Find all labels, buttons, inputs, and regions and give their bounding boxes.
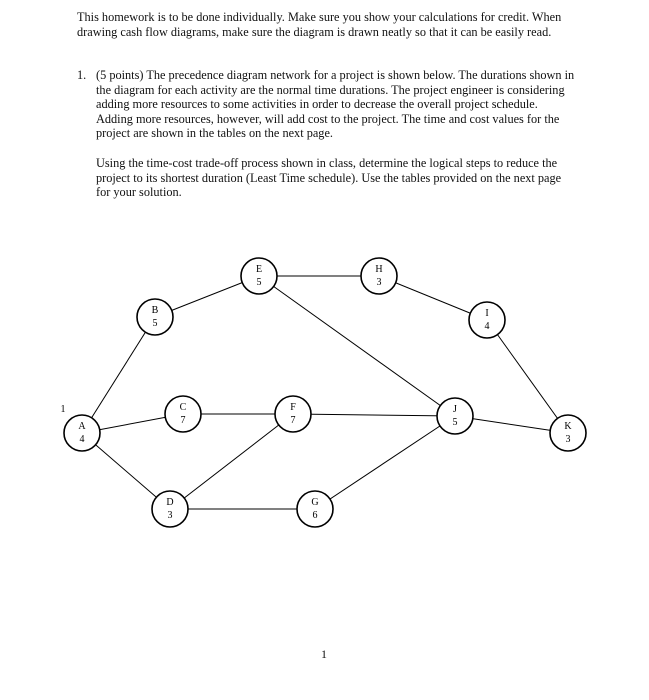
node-k-name: K (564, 421, 572, 432)
node-f (275, 396, 311, 432)
edge-i-k (484, 320, 568, 433)
start-marker: 1 (60, 404, 66, 415)
node-k-duration: 3 (565, 434, 571, 445)
node-a (64, 415, 100, 451)
node-i-name: I (485, 308, 489, 319)
node-j (437, 398, 473, 434)
node-d (152, 491, 188, 527)
edge-g-j (315, 416, 455, 509)
edge-a-b (82, 317, 155, 433)
node-d-name: D (166, 497, 174, 508)
node-g-name: G (311, 497, 319, 508)
node-e-duration: 5 (256, 277, 262, 288)
node-f-duration: 7 (290, 415, 296, 426)
question-text: (5 points) The precedence diagram network for a project is shown below. The durations shown in the diagram for each activity are the normal time durations. The project engineer is considering adding more resources to some activities in order to decrease the overall project schedule. Adding more resources, however, will add cost to the project. The time and cost values for the project are shown in the tables on the next page. (96, 68, 575, 141)
question-instructions: Using the time-cost trade-off process shown in class, determine the logical steps to reduce the project to its shortest duration (Least Time schedule). Use the tables provided on the next page for your solution. (96, 156, 562, 200)
node-b-duration: 5 (152, 318, 158, 329)
node-a-duration: 4 (79, 434, 85, 445)
intro-paragraph: This homework is to be done individually. Make sure you show your calculations for credit. When drawing cash flow diagrams, make sure the diagram is drawn neatly so that it can be easily read. (77, 10, 562, 39)
node-e-name: E (255, 264, 263, 275)
node-c-name: C (179, 402, 187, 413)
node-i-duration: 4 (484, 321, 490, 332)
edge-f-j (293, 414, 455, 416)
node-k (550, 415, 586, 451)
node-b-name: B (151, 305, 159, 316)
edge-e-j (256, 276, 455, 416)
node-b (137, 299, 173, 335)
node-g-duration: 6 (312, 510, 318, 521)
question-number: 1. (77, 68, 87, 82)
node-h (361, 258, 397, 294)
node-h-duration: 3 (376, 277, 382, 288)
node-j-name: J (453, 404, 457, 415)
node-c (165, 396, 201, 432)
node-j-duration: 5 (452, 417, 458, 428)
node-h-name: H (375, 264, 383, 275)
node-i (469, 302, 505, 338)
node-g (297, 491, 333, 527)
node-f-name: F (290, 402, 296, 413)
node-e (241, 258, 277, 294)
node-c-duration: 7 (180, 415, 186, 426)
node-d-duration: 3 (167, 510, 173, 521)
page-number: 1 (321, 647, 327, 661)
node-a-name: A (78, 421, 86, 432)
